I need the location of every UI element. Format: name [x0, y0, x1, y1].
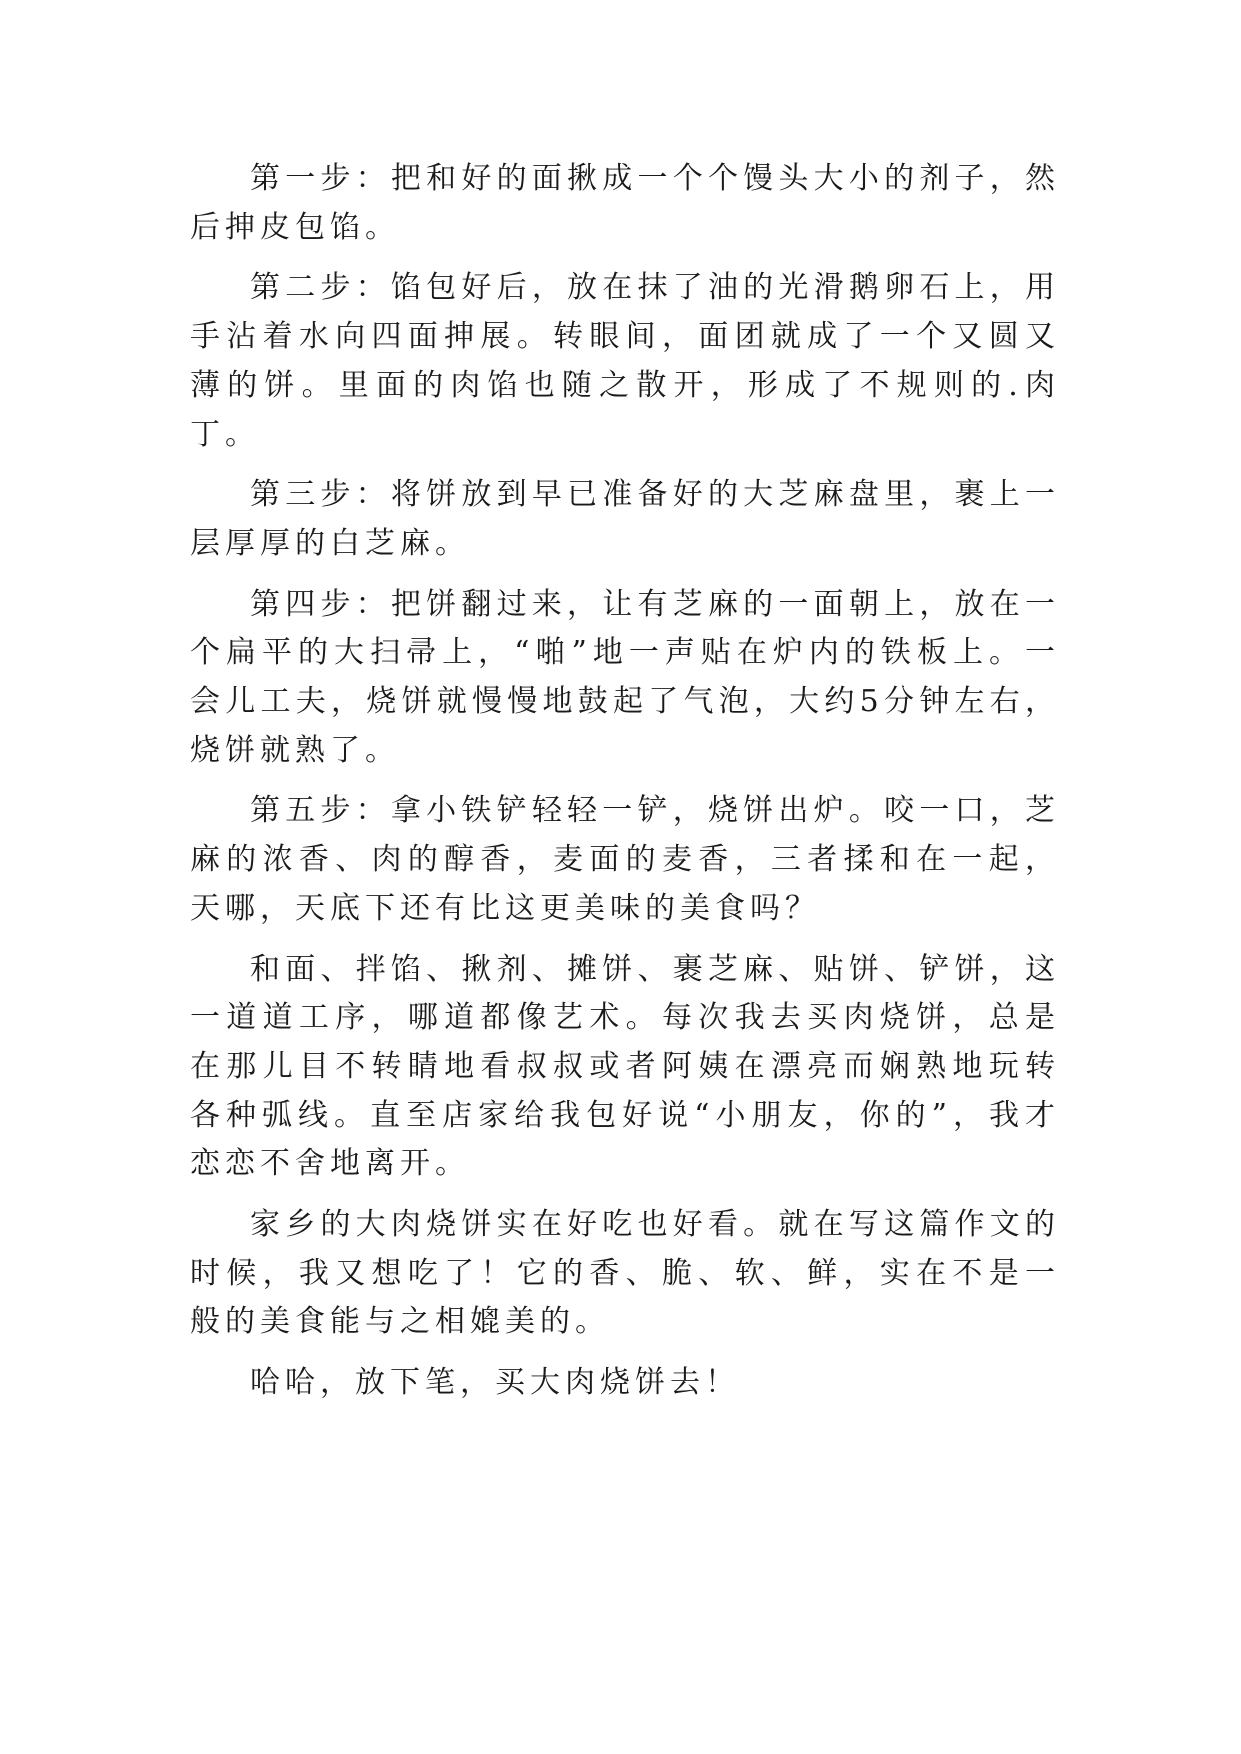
- paragraph-ending: 哈哈，放下笔，买大肉烧饼去！: [250, 1365, 740, 1401]
- paragraph-process: 和面、拌馅、揪剂、摊饼、裹芝麻、贴饼、铲饼，这一道道工序，哪道都像艺术。每次我去买肉烧饼，总是在那儿目不转睛地看叔叔或者阿姨在漂亮而娴熟地玩转各种弧线。直至店家给我包好说“小朋友，你的”，我才恋恋不舍地离开。: [190, 951, 1060, 1182]
- paragraph-step-1: 第一步：把和好的面揪成一个个馒头大小的剂子，然后抻皮包馅。: [190, 161, 1060, 245]
- paragraph-step-2: 第二步：馅包好后，放在抹了油的光滑鹅卵石上，用手沾着水向四面抻展。转眼间，面团就成了一个又圆又薄的饼。里面的肉馅也随之散开，形成了不规则的.肉丁。: [190, 270, 1060, 452]
- paragraph-step-5: 第五步：拿小铁铲轻轻一铲，烧饼出炉。咬一口，芝麻的浓香、肉的醇香，麦面的麦香，三者揉和在一起，天哪，天底下还有比这更美味的美食吗？: [190, 793, 1060, 926]
- document-body: [190, 155, 1060, 1408]
- paragraph-conclusion: 家乡的大肉烧饼实在好吃也好看。就在写这篇作文的时候，我又想吃了！它的香、脆、软、鲜，实在不是一般的美食能与之相媲美的。: [190, 1207, 1060, 1340]
- paragraph-step-4: 第四步：把饼翻过来，让有芝麻的一面朝上，放在一个扁平的大扫帚上，“啪”地一声贴在炉内的铁板上。一会儿工夫，烧饼就慢慢地鼓起了气泡，大约5分钟左右，烧饼就熟了。: [190, 586, 1060, 768]
- paragraph-step-3: 第三步：将饼放到早已准备好的大芝麻盘里，裹上一层厚厚的白芝麻。: [190, 477, 1060, 561]
